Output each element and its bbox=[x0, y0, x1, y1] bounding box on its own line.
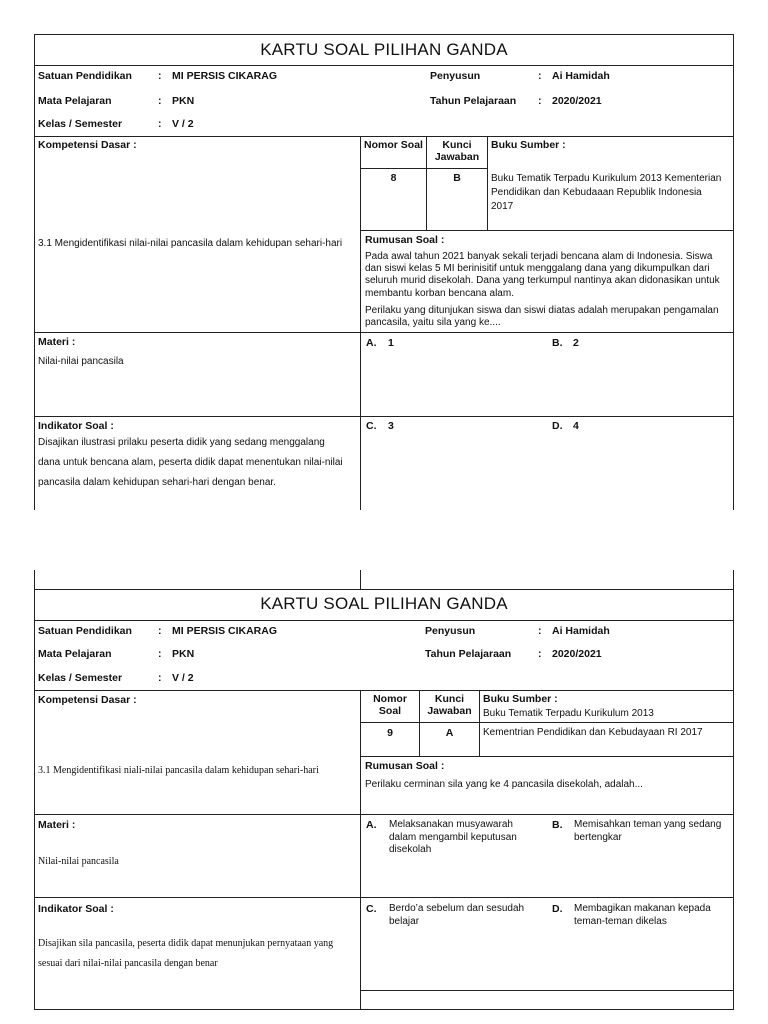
divider bbox=[34, 416, 734, 417]
nomor-value: 9 bbox=[387, 727, 393, 739]
kd-label: Kompetensi Dasar : bbox=[38, 694, 137, 706]
rumusan-text: Pada awal tahun 2021 banyak sekali terjadi bencana alam di Indonesia. Siswa dan siswi kelas 5 MI berinisitif untuk menggalang dana yang dikumpulkan dari seluruh murid disekolah. Dana yang terkumpul nantinya akan didonasikan untuk membantu korban bencana alam. bbox=[365, 251, 720, 299]
rumusan-label: Rumusan Soal : bbox=[365, 234, 445, 246]
divider bbox=[487, 136, 488, 230]
option-b-letter: B. bbox=[552, 337, 563, 349]
divider bbox=[34, 620, 734, 621]
penyusun-value: Ai Hamidah bbox=[552, 625, 610, 637]
tahun-value: 2020/2021 bbox=[552, 95, 602, 107]
mapel-label: Mata Pelajaran bbox=[38, 95, 112, 107]
border-top bbox=[34, 589, 734, 590]
colon: : bbox=[538, 648, 542, 660]
indikator-text: Disajikan sila pancasila, peserta didik dapat menunjukan pernyataan yang sesuai dari nilai-nilai pancasila dengan benar bbox=[38, 938, 334, 969]
divider bbox=[360, 168, 487, 169]
option-c-text: 3 bbox=[388, 420, 394, 432]
materi-text: Nilai-nilai pancasila bbox=[38, 856, 119, 867]
option-d-letter: D. bbox=[552, 420, 563, 432]
card-title: KARTU SOAL PILIHAN GANDA bbox=[260, 594, 508, 613]
colon: : bbox=[538, 95, 542, 107]
option-a-text: Melaksanakan musyawarah dalam mengambil keputusan disekolah bbox=[389, 819, 517, 855]
colon: : bbox=[538, 70, 542, 82]
tahun-label: Tahun Pelajaraan bbox=[430, 95, 517, 107]
divider bbox=[360, 570, 361, 589]
kd-label: Kompetensi Dasar : bbox=[38, 139, 137, 151]
colon: : bbox=[158, 625, 162, 637]
border-left bbox=[34, 589, 35, 1010]
buku-label: Buku Sumber : bbox=[483, 693, 558, 705]
colon: : bbox=[158, 118, 162, 130]
rumusan-question: Perilaku yang ditunjukan siswa dan siswi diatas adalah merupakan pengamalan pancasila, yaitu sila yang ke.... bbox=[365, 305, 719, 329]
option-b-letter: B. bbox=[552, 819, 563, 831]
divider bbox=[360, 136, 361, 510]
kelas-value: V / 2 bbox=[172, 118, 194, 130]
divider bbox=[34, 897, 734, 898]
buku-line-2: Kementrian Pendidikan dan Kebudayaan RI 2017 bbox=[483, 727, 703, 738]
option-c-text: Berdo’a sebelum dan sesudah belajar bbox=[389, 903, 525, 927]
kunci-value: B bbox=[453, 172, 461, 184]
colon: : bbox=[538, 625, 542, 637]
colon: : bbox=[158, 95, 162, 107]
penyusun-value: Ai Hamidah bbox=[552, 70, 610, 82]
tahun-value: 2020/2021 bbox=[552, 648, 602, 660]
card-title: KARTU SOAL PILIHAN GANDA bbox=[260, 40, 508, 59]
border-right bbox=[733, 570, 734, 589]
nomor-header: Nomor Soal bbox=[364, 139, 423, 151]
buku-line-1: Buku Tematik Terpadu Kurikulum 2013 bbox=[483, 708, 654, 719]
kelas-label: Kelas / Semester bbox=[38, 672, 123, 684]
divider bbox=[360, 722, 734, 723]
option-d-text: Membagikan makanan kepada teman-teman dikelas bbox=[574, 903, 711, 927]
materi-text: Nilai-nilai pancasila bbox=[38, 356, 124, 367]
colon: : bbox=[158, 672, 162, 684]
indikator-text: Disajikan ilustrasi prilaku peserta didik yang sedang menggalang dana untuk bencana alam, peserta didik dapat menentukan nilai-nilai pancasila dalam kehidupan sehari-hari dengan benar. bbox=[38, 437, 343, 488]
mapel-value: PKN bbox=[172, 95, 195, 107]
option-d-letter: D. bbox=[552, 903, 563, 915]
satuan-label: Satuan Pendidikan bbox=[38, 70, 132, 82]
kunci-value: A bbox=[445, 727, 454, 739]
border-top bbox=[34, 34, 734, 35]
divider bbox=[34, 65, 734, 66]
divider bbox=[360, 990, 734, 991]
divider bbox=[360, 230, 734, 231]
border-left bbox=[34, 34, 35, 510]
border-bottom bbox=[34, 1009, 734, 1010]
penyusun-label: Penyusun bbox=[425, 625, 476, 637]
divider bbox=[360, 756, 734, 757]
option-a-text: 1 bbox=[388, 337, 394, 349]
kunci-header: Kunci Jawaban bbox=[427, 693, 472, 717]
kelas-label: Kelas / Semester bbox=[38, 118, 123, 130]
buku-text: Buku Tematik Terpadu Kurikulum 2013 Kementerian Pendidikan dan Kebudaaan Republik Indonesia 2017 bbox=[491, 173, 722, 212]
divider bbox=[34, 332, 734, 333]
border-left bbox=[34, 570, 35, 589]
border-right bbox=[733, 34, 734, 510]
option-b-text: 2 bbox=[573, 337, 579, 349]
kd-text: 3.1 Mengidentifikasi niali-nilai pancasila dalam kehidupan sehari-hari bbox=[38, 765, 319, 776]
kd-text: 3.1 Mengidentifikasi nilai-nilai pancasila dalam kehidupan sehari-hari bbox=[38, 238, 343, 249]
penyusun-label: Penyusun bbox=[430, 70, 481, 82]
kunci-header: Kunci Jawaban bbox=[434, 139, 480, 163]
mapel-label: Mata Pelajaran bbox=[38, 648, 112, 660]
colon: : bbox=[158, 648, 162, 660]
satuan-value: MI PERSIS CIKARAG bbox=[172, 70, 278, 82]
option-c-letter: C. bbox=[366, 903, 377, 915]
option-a-letter: A. bbox=[366, 337, 377, 349]
option-d-text: 4 bbox=[573, 420, 579, 432]
divider bbox=[34, 690, 734, 691]
materi-label: Materi : bbox=[38, 819, 76, 831]
indikator-label: Indikator Soal : bbox=[38, 903, 114, 915]
mapel-value: PKN bbox=[172, 648, 195, 660]
buku-label: Buku Sumber : bbox=[491, 139, 566, 151]
border-right bbox=[733, 589, 734, 1010]
colon: : bbox=[158, 70, 162, 82]
option-a-letter: A. bbox=[366, 819, 377, 831]
kelas-value: V / 2 bbox=[172, 672, 194, 684]
rumusan-label: Rumusan Soal : bbox=[365, 760, 445, 772]
materi-label: Materi : bbox=[38, 336, 76, 348]
divider bbox=[34, 136, 734, 137]
indikator-label: Indikator Soal : bbox=[38, 420, 114, 432]
satuan-label: Satuan Pendidikan bbox=[38, 625, 132, 637]
rumusan-text: Perilaku cerminan sila yang ke 4 pancasila disekolah, adalah... bbox=[365, 779, 643, 790]
option-b-text: Memisahkan teman yang sedang bertengkar bbox=[574, 819, 722, 843]
nomor-header: Nomor Soal bbox=[373, 693, 407, 717]
tahun-label: Tahun Pelajaraan bbox=[425, 648, 512, 660]
satuan-value: MI PERSIS CIKARAG bbox=[172, 625, 278, 637]
divider bbox=[479, 690, 480, 756]
option-c-letter: C. bbox=[366, 420, 377, 432]
divider bbox=[34, 814, 734, 815]
nomor-value: 8 bbox=[390, 172, 397, 184]
